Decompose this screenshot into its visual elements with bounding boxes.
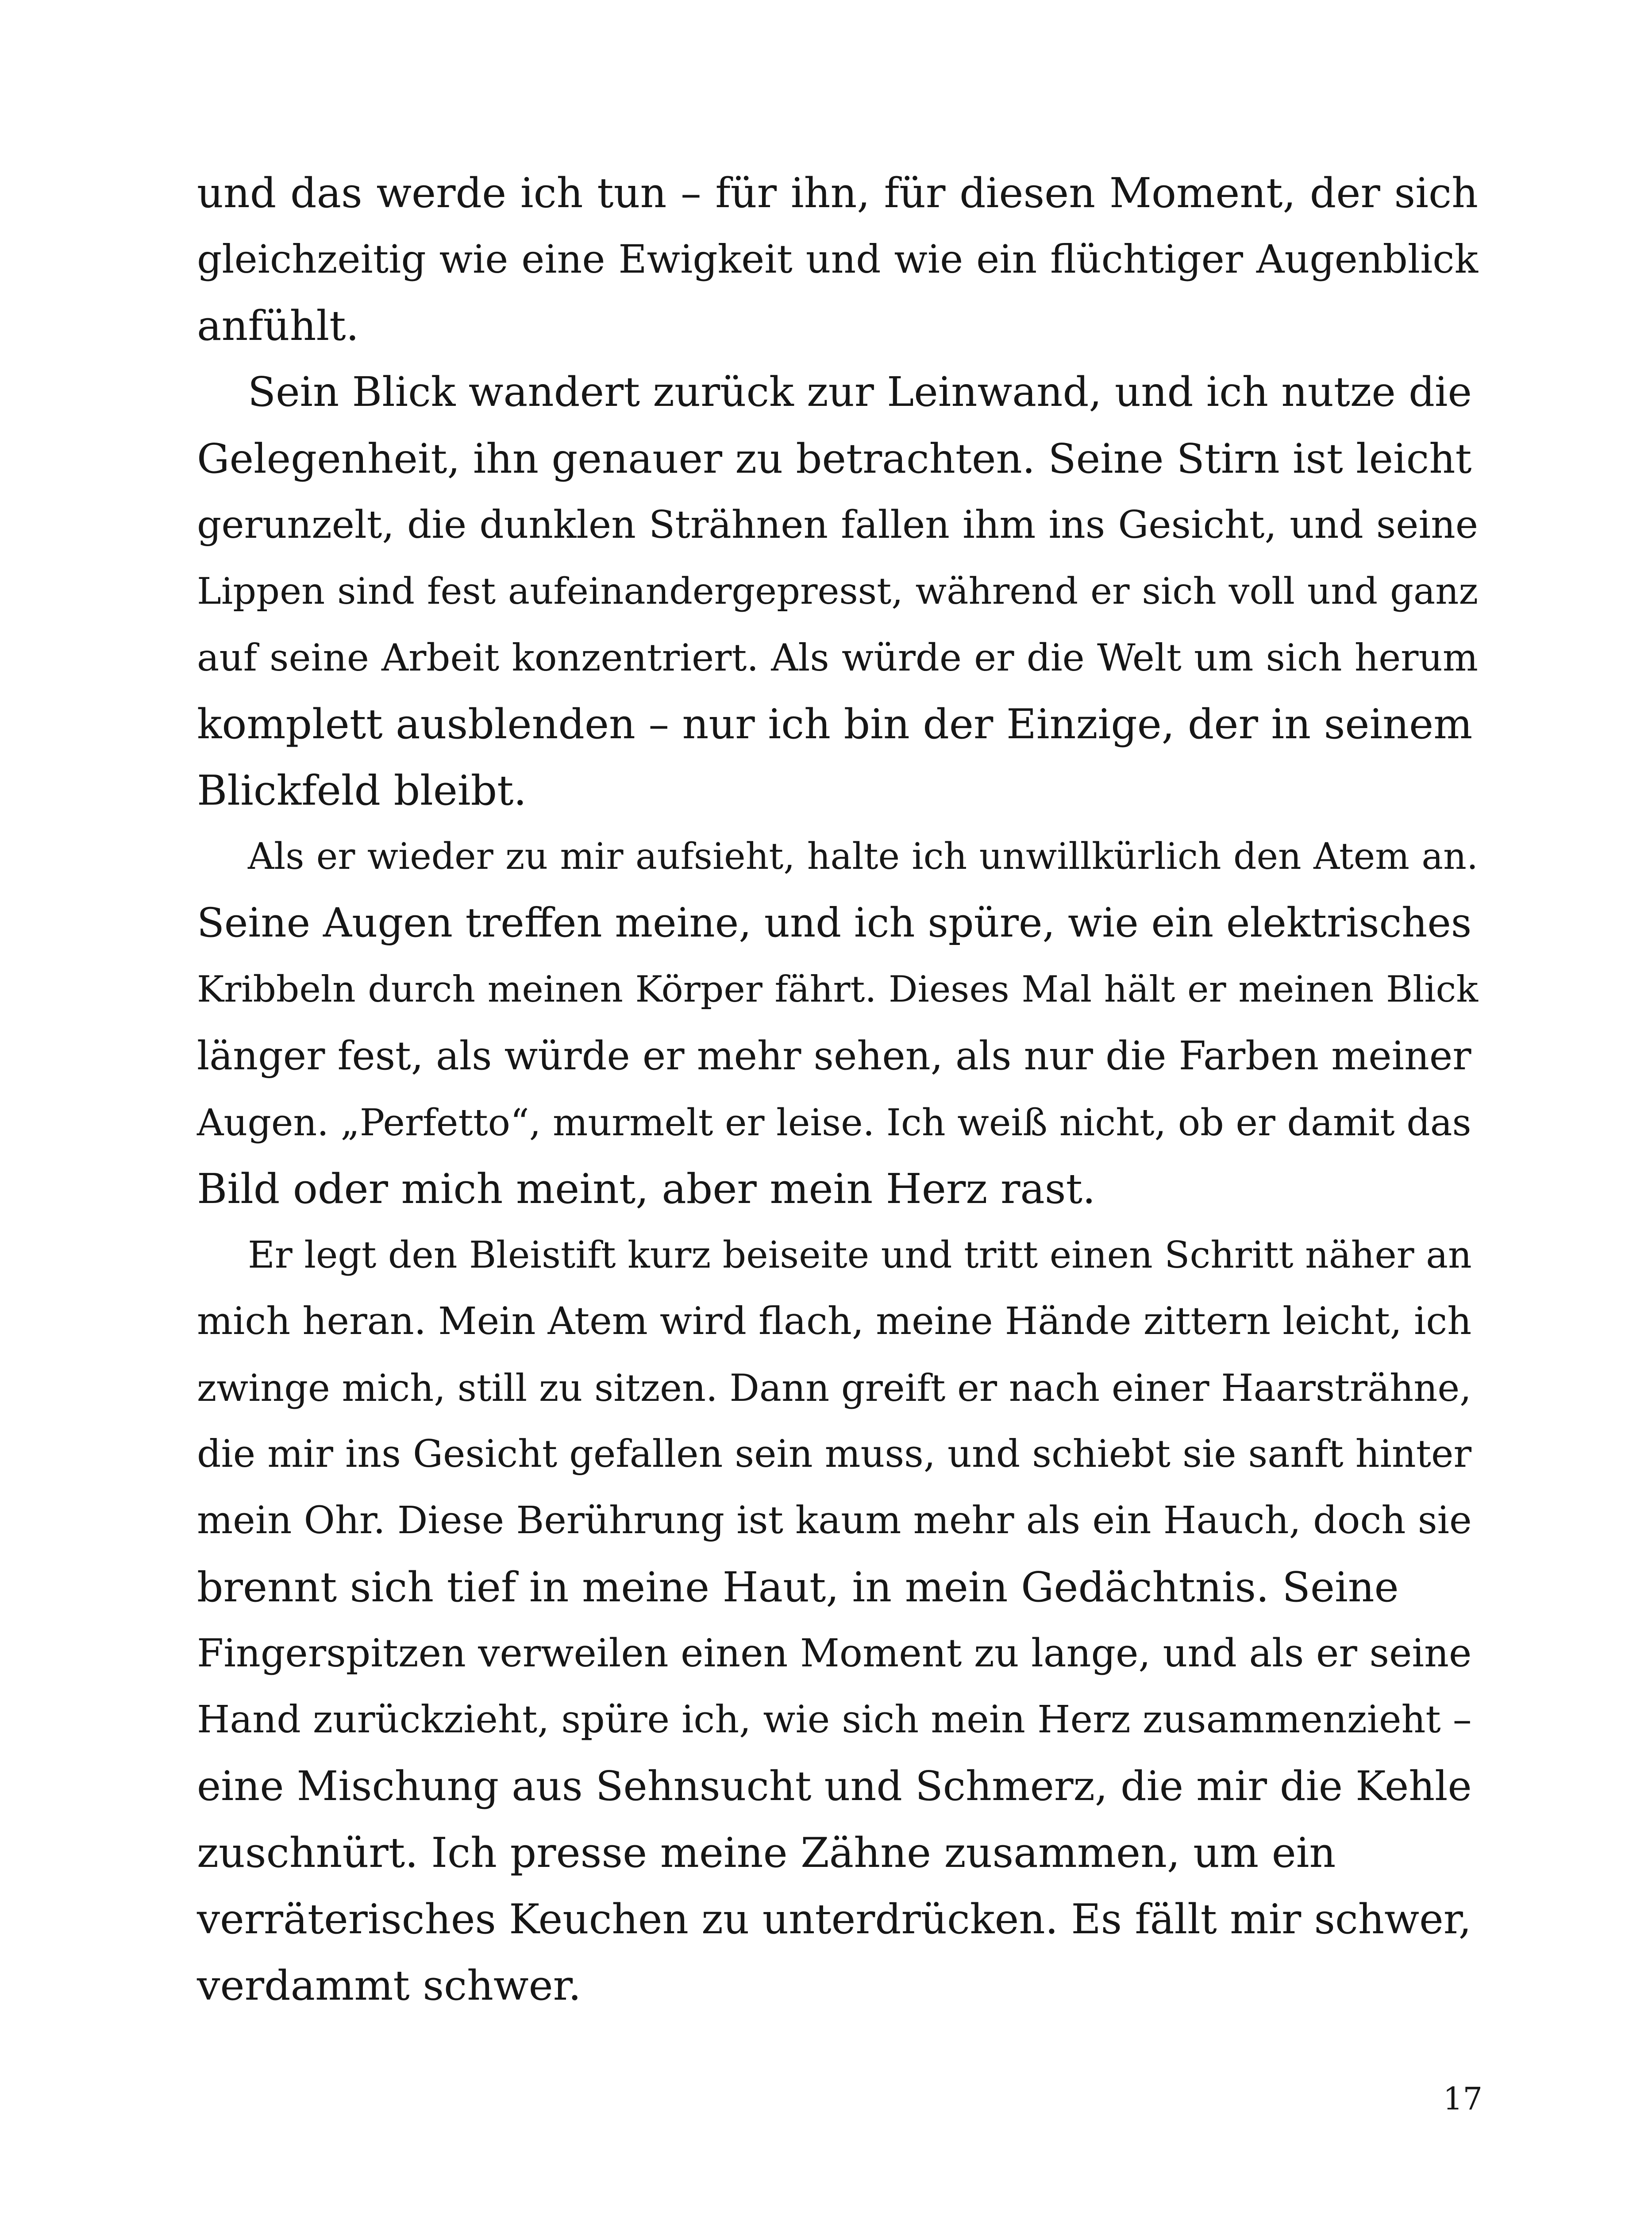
text-line: zwinge mich, still zu sitzen. Dann greift er nach einer Haarsträhne, xyxy=(197,1366,1471,1410)
text-line: zuschnürt. Ich presse meine Zähne zusammen, um ein xyxy=(197,1829,1336,1877)
text-line: Bild oder mich meint, aber mein Herz rast. xyxy=(197,1165,1096,1213)
text-line: Sein Blick wandert zurück zur Leinwand, und ich nutze die xyxy=(248,368,1472,416)
text-line: verdammt schwer. xyxy=(197,1962,581,2009)
text-line: länger fest, als würde er mehr sehen, als nur die Farben meiner xyxy=(197,1033,1471,1079)
text-line: Seine Augen treffen meine, und ich spüre, wie ein elektrisches xyxy=(197,900,1472,946)
text-line: Er legt den Bleistift kurz beiseite und tritt einen Schritt näher an xyxy=(248,1234,1472,1276)
text-line: Als er wieder zu mir aufsieht, halte ich unwillkürlich den Atem an. xyxy=(248,836,1478,878)
text-line: Gelegenheit, ihn genauer zu betrachten. Seine Stirn ist leicht xyxy=(197,435,1472,482)
page-number: 17 xyxy=(1443,2081,1483,2117)
text-line: gerunzelt, die dunklen Strähnen fallen ihm ins Gesicht, und seine xyxy=(197,503,1478,547)
text-line: Blickfeld bleibt. xyxy=(197,767,527,814)
text-line: mich heran. Mein Atem wird flach, meine Hände zittern leicht, ich xyxy=(197,1299,1472,1343)
text-line: gleichzeitig wie eine Ewigkeit und wie ein flüchtiger Augenblick xyxy=(197,236,1478,282)
text-line: Hand zurückzieht, spüre ich, wie sich mein Herz zusammenzieht – xyxy=(197,1698,1472,1742)
text-line: mein Ohr. Diese Berührung ist kaum mehr als ein Hauch, doch sie xyxy=(197,1499,1472,1542)
text-line: Augen. „Perfetto“, murmelt er leise. Ich weiß nicht, ob er damit das xyxy=(197,1101,1471,1144)
text-line: die mir ins Gesicht gefallen sein muss, und schiebt sie sanft hinter xyxy=(197,1432,1472,1476)
text-line: Lippen sind fest aufeinandergepresst, während er sich voll und ganz xyxy=(197,570,1478,613)
text-line: und das werde ich tun – für ihn, für diesen Moment, der sich xyxy=(197,169,1478,217)
text-line: eine Mischung aus Sehnsucht und Schmerz, die mir die Kehle xyxy=(197,1762,1472,1810)
text-line: Fingerspitzen verweilen einen Moment zu lange, und als er seine xyxy=(197,1631,1472,1676)
text-line: verräterisches Keuchen zu unterdrücken. Es fällt mir schwer, xyxy=(197,1895,1472,1943)
text-line: auf seine Arbeit konzentriert. Als würde er die Welt um sich herum xyxy=(197,636,1478,679)
text-line: anfühlt. xyxy=(197,302,359,350)
text-line: brennt sich tief in meine Haut, in mein Gedächtnis. Seine xyxy=(197,1563,1399,1611)
text-line: Kribbeln durch meinen Körper fährt. Dieses Mal hält er meinen Blick xyxy=(197,968,1478,1010)
text-line: komplett ausblenden – nur ich bin der Einzige, der in seinem xyxy=(197,700,1473,748)
